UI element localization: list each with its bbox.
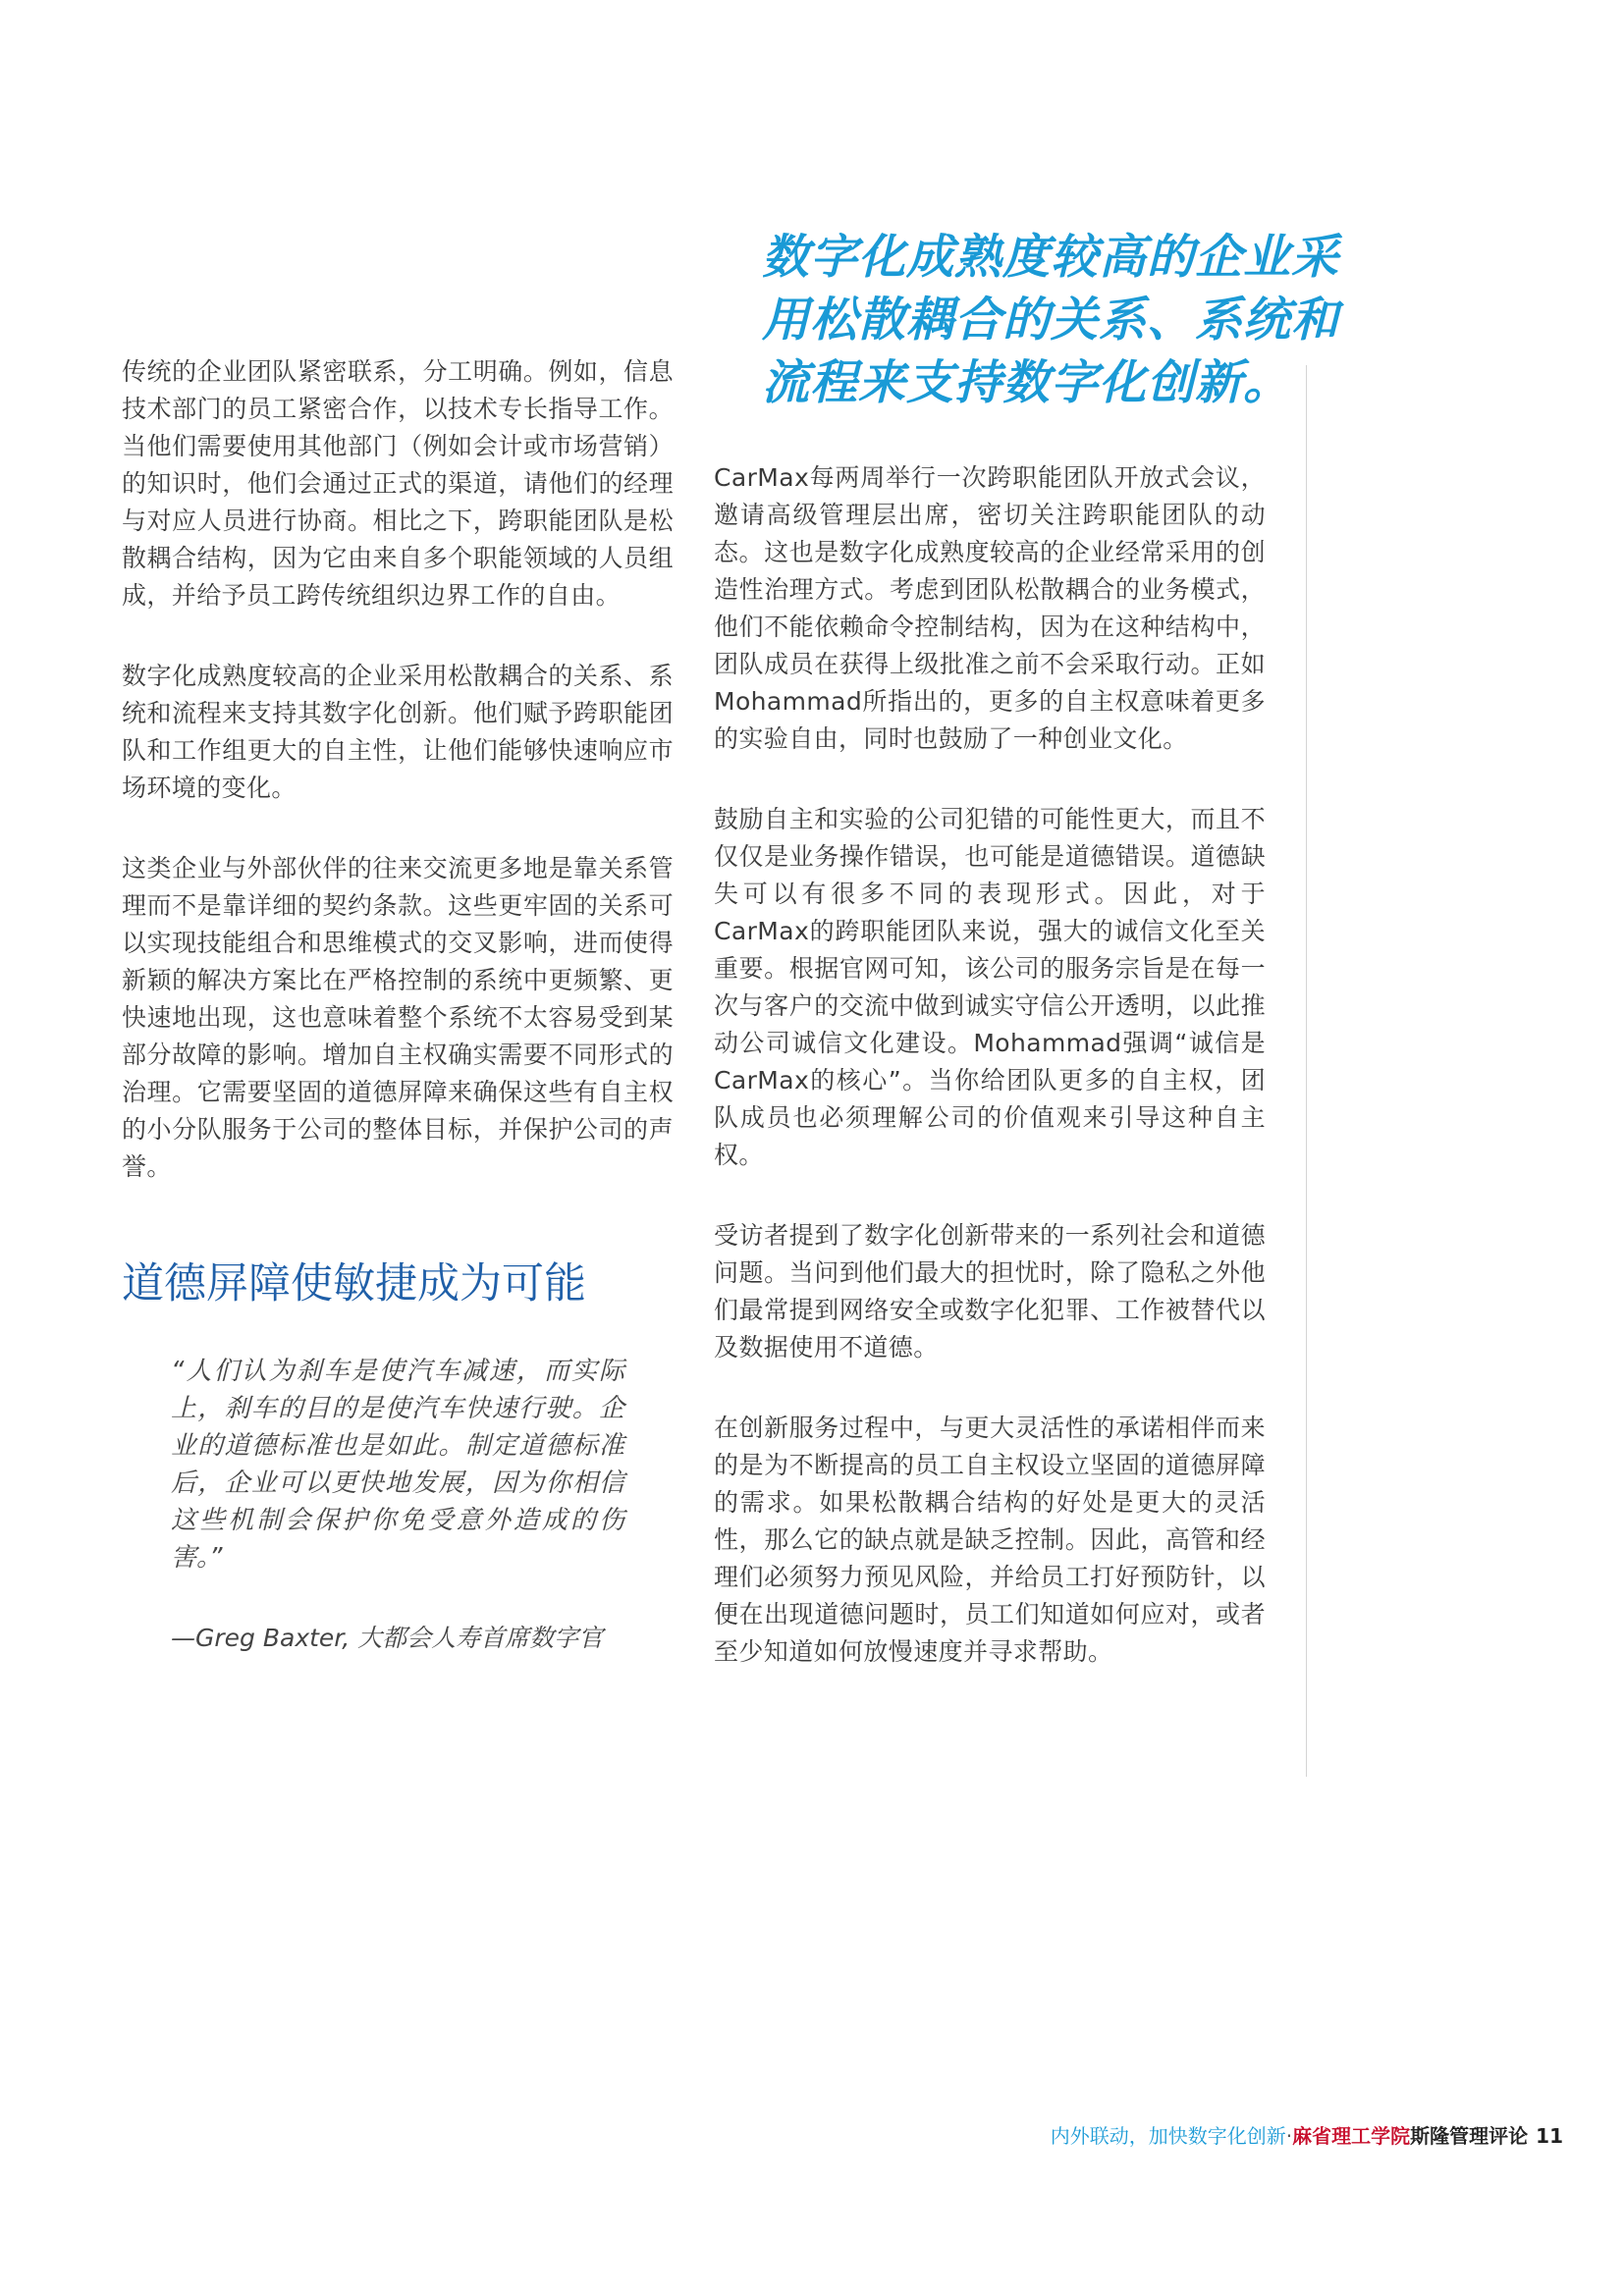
footer-subtitle: 内外联动，加快数字化创新 [1050, 2124, 1286, 2148]
body-paragraph: CarMax每两周举行一次跨职能团队开放式会议，邀请高级管理层出席，密切关注跨职能团队的动态。这也是数字化成熟度较高的企业经常采用的创造性治理方式。考虑到团队松散耦合的业务模式，他们不能依赖命令控制结构，因为在这种结构中，团队成员在获得上级批准之前不会采取行动。正如Mohammad所指出的，更多的自主权意味着更多的实验自由，同时也鼓励了一种创业文化。 [714, 463, 1266, 753]
section-heading: 道德屏障使敏捷成为可能 [122, 1259, 586, 1308]
quote-text: “人们认为刹车是使汽车减速，而实际上，刹车的目的是使汽车快速行驶。企业的道德标准也是如此。制定道德标准后，企业可以更快地发展，因为你相信这些机制会保护你免受意外造成的伤害。” [171, 1357, 624, 1573]
right-column [714, 459, 1266, 1714]
body-paragraph: 这类企业与外部伙伴的往来交流更多地是靠关系管理而不是靠详细的契约条款。这些更牢固的关系可以实现技能组合和思维模式的交叉影响，进而使得新颖的解决方案比在严格控制的系统中更频繁、更快速地出现，这也意味着整个系统不太容易受到某部分故障的影响。增加自主权确实需要不同形式的治理。它需要坚固的道德屏障来确保这些有自主权的小分队服务于公司的整体目标，并保护公司的声誉。 [122, 854, 674, 1181]
body-paragraph: 在创新服务过程中，与更大灵活性的承诺相伴而来的是为不断提高的员工自主权设立坚固的道德屏障的需求。如果松散耦合结构的好处是更大的灵活性，那么它的缺点就是缺乏控制。因此，高管和经理们必须努力预见风险，并给员工打好预防针，以便在出现道德问题时，员工们知道如何应对，或者至少知道如何放慢速度并寻求帮助。 [714, 1414, 1266, 1666]
page-number: 11 [1536, 2124, 1563, 2148]
body-paragraph: 受访者提到了数字化创新带来的一系列社会和道德问题。当问到他们最大的担忧时，除了隐私之外他们最常提到网络安全或数字化犯罪、工作被替代以及数据使用不道德。 [714, 1221, 1266, 1362]
body-paragraph: 数字化成熟度较高的企业采用松散耦合的关系、系统和流程来支持其数字化创新。他们赋予跨职能团队和工作组更大的自主性，让他们能够快速响应市场环境的变化。 [122, 662, 674, 802]
footer-separator: · [1285, 2124, 1293, 2148]
footer-publication: 斯隆管理评论 [1410, 2124, 1529, 2148]
footer-institution: 麻省理工学院 [1292, 2124, 1411, 2148]
body-paragraph: 传统的企业团队紧密联系，分工明确。例如，信息技术部门的员工紧密合作，以技术专长指导工作。当他们需要使用其他部门（例如会计或市场营销）的知识时，他们会通过正式的渠道，请他们的经理与对应人员进行协商。相比之下，跨职能团队是松散耦合结构，因为它由来自多个职能领域的人员组成，并给予员工跨传统组织边界工作的自由。 [122, 357, 674, 610]
pull-quote: 数字化成熟度较高的企业采用松散耦合的关系、系统和流程来支持数字化创新。 [762, 230, 1340, 410]
block-quote [171, 1353, 624, 1657]
quote-attribution: —Greg Baxter, 大都会人寿首席数字官 [171, 1624, 604, 1652]
page-footer [1051, 2122, 1563, 2150]
column-divider [1306, 365, 1307, 1777]
left-column [122, 353, 674, 1229]
body-paragraph: 鼓励自主和实验的公司犯错的可能性更大，而且不仅仅是业务操作错误，也可能是道德错误。道德缺失可以有很多不同的表现形式。因此，对于CarMax的跨职能团队来说，强大的诚信文化至关重要。根据官网可知，该公司的服务宗旨是在每一次与客户的交流中做到诚实守信公开透明，以此推动公司诚信文化建设。Mohammad强调“诚信是CarMax的核心”。当你给团队更多的自主权，团队成员也必须理解公司的价值观来引导这种自主权。 [714, 805, 1266, 1169]
